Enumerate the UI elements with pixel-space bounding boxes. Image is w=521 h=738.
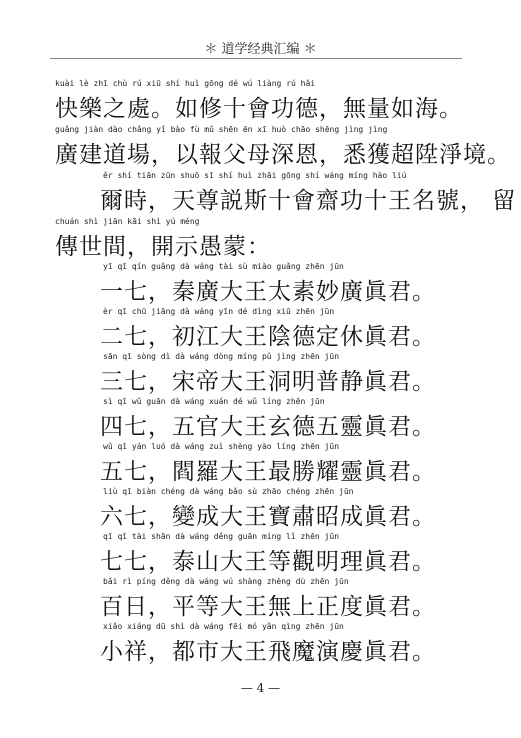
page-number: — 4 —: [240, 681, 281, 695]
king-line-3: 三七，宋帝大王洞明普静眞君。: [100, 369, 436, 395]
king-pinyin-5: wǔ qī yán luó dà wáng zuì shèng yào líng zhēn jūn: [103, 442, 340, 451]
king-pinyin-1: yī qī qín guǎng dà wáng tài sù miào guǎng zhēn jūn: [103, 262, 344, 271]
intro-pinyin-1: kuài lè zhī chù rú xiū shí huì gōng dé wú liàng rú hǎi: [55, 79, 316, 88]
intro-pinyin-4: chuán shì jiān kāi shì yú méng: [55, 217, 200, 226]
king-pinyin-6: liù qī biàn chéng dà wáng bǎo sù zhāo chéng zhēn jūn: [103, 487, 354, 496]
intro-line-2: 廣建道場，以報父母深恩，悉獲超陞淨境。: [55, 142, 511, 168]
king-pinyin-3: sān qī sòng dì dà wáng dòng míng pǔ jìng zhēn jūn: [103, 352, 340, 361]
header-rule: [50, 58, 462, 59]
king-line-5: 五七，閻羅大王最勝耀靈眞君。: [100, 459, 436, 485]
king-line-2: 二七，初江大王陰德定休眞君。: [100, 324, 436, 350]
king-line-7: 七七，泰山大王等觀明理眞君。: [100, 549, 436, 575]
king-pinyin-4: sì qī wǔ guān dà wáng xuán dé wǔ líng zhēn jūn: [103, 397, 325, 406]
intro-line-3: 爾時，天尊説斯十會齋功十王名號， 留: [100, 188, 517, 214]
king-line-6: 六七，變成大王寶肅昭成眞君。: [100, 504, 436, 530]
king-line-9: 小祥，都市大王飛魔演慶眞君。: [100, 639, 436, 665]
intro-pinyin-2: guǎng jiàn dào chǎng yǐ bào fù mǔ shēn ēn xī huò chāo shēng jìng jìng: [55, 125, 388, 134]
running-header: ＊ 道学经典汇编 ＊: [204, 42, 317, 57]
intro-line-1: 快樂之處。如修十會功德，無量如海。: [55, 96, 463, 122]
king-line-1: 一七，秦廣大王太素妙廣眞君。: [100, 279, 436, 305]
king-pinyin-8: bǎi rì píng děng dà wáng wú shàng zhèng dù zhēn jūn: [103, 577, 349, 586]
king-line-4: 四七，五官大王玄德五靈眞君。: [100, 414, 436, 440]
intro-line-4: 傳世間，開示愚蒙：: [55, 234, 271, 260]
king-pinyin-9: xiǎo xiáng dū shì dà wáng fēi mó yǎn qìng zhēn jūn: [103, 622, 344, 631]
king-pinyin-2: èr qī chū jiāng dà wáng yīn dé dìng xiū zhēn jūn: [103, 307, 335, 316]
king-pinyin-7: qī qī tài shān dà wáng děng guān míng lǐ zhēn jūn: [103, 532, 340, 541]
king-line-8: 百日，平等大王無上正度眞君。: [100, 594, 436, 620]
intro-pinyin-3: ěr shí tiān zūn shuō sī shí huì zhāi gōng shí wáng míng hào liú: [103, 171, 407, 180]
